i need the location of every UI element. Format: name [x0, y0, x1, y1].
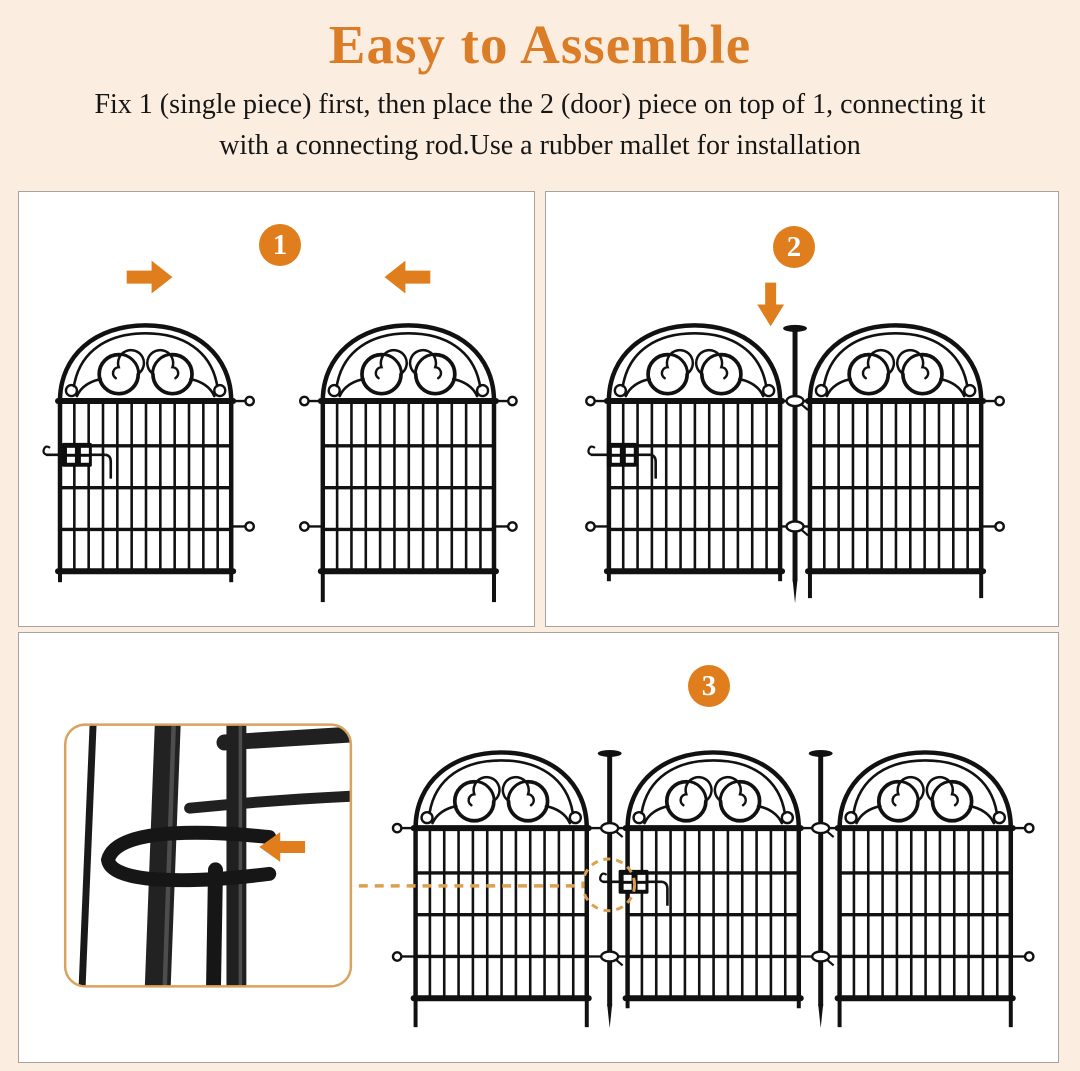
eye-hook-icon	[232, 522, 254, 530]
arrow-right-icon	[127, 261, 173, 294]
eye-hook-icon	[495, 397, 517, 405]
eye-hook-icon	[586, 522, 608, 530]
eye-hook-icon	[586, 397, 608, 405]
eye-hook-icon	[495, 522, 517, 530]
fence-door-piece	[44, 325, 254, 582]
fence-single-piece	[808, 325, 1004, 598]
eye-hook-icon	[1012, 824, 1034, 832]
step-badge: 1	[259, 224, 301, 266]
eye-hook-icon	[393, 824, 415, 832]
page-title: Easy to Assemble	[328, 14, 752, 75]
eye-hook-icon	[300, 397, 322, 405]
connecting-rod-illustration	[799, 750, 840, 1028]
step-2-panel	[545, 191, 1059, 627]
step-badge: 2	[773, 226, 815, 268]
eye-hook-icon	[982, 522, 1004, 530]
step-3-illustration	[19, 633, 1058, 1062]
fence-door-piece	[586, 325, 782, 581]
step-3-panel	[18, 632, 1059, 1063]
arrow-left-icon	[385, 261, 431, 294]
subtitle-line-2: with a connecting rod.Use a rubber mallet for installation	[219, 130, 861, 161]
fence-single-piece	[838, 752, 1034, 1027]
eye-hook-icon	[300, 522, 322, 530]
gate-latch-illustration	[44, 443, 111, 479]
header	[0, 0, 1080, 166]
step-1-panel	[18, 191, 535, 627]
arrow-down-icon	[757, 283, 784, 327]
fence-door-piece	[626, 752, 801, 1008]
subtitle	[0, 84, 1080, 166]
eye-hook-icon	[232, 397, 254, 405]
connecting-rod-illustration	[780, 325, 810, 603]
fence-single-piece	[393, 752, 589, 1027]
eye-hook-icon	[1012, 952, 1034, 960]
eye-hook-icon	[393, 952, 415, 960]
subtitle-line-1: Fix 1 (single piece) first, then place the 2 (door) piece on top of 1, connecting it	[94, 89, 986, 120]
eye-hook-icon	[982, 397, 1004, 405]
connector-detail-photo	[65, 725, 351, 987]
fence-single-piece	[300, 325, 516, 602]
step-badge: 3	[688, 665, 730, 707]
